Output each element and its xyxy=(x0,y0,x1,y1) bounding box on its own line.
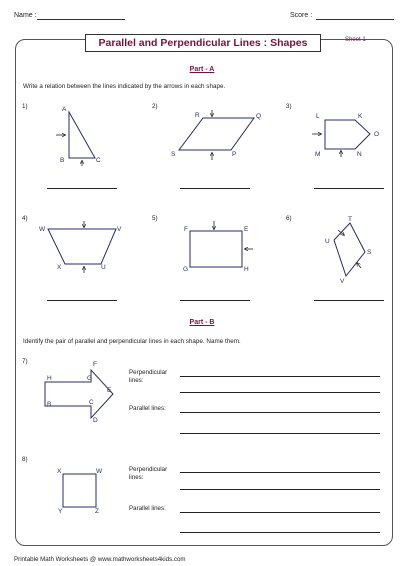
pentagon-lkomn-shape xyxy=(312,113,379,158)
vertex-label: Q xyxy=(256,113,262,120)
vertex-label: H xyxy=(47,375,52,382)
part-b-instruction: Identify the pair of parallel and perpendicular lines in each shape. Name them. xyxy=(23,338,241,345)
part-a-instruction: Write a relation between the lines indicated by the arrows in each shape. xyxy=(23,83,226,90)
parallel-line-8b[interactable] xyxy=(180,532,380,533)
answer-line-4[interactable] xyxy=(47,300,117,301)
question-7-number: 7) xyxy=(22,358,28,365)
arrow-6b xyxy=(357,263,361,268)
vertex-label: O xyxy=(374,131,380,138)
footer-credit: Printable Math Worksheets @ www.mathworksheets4kids.com xyxy=(14,556,186,563)
vertex-label: G xyxy=(183,266,189,273)
vertex-label: L xyxy=(316,113,320,120)
vertex-label: G xyxy=(87,375,93,382)
trapezoid-wvxu-shape xyxy=(39,221,122,273)
vertex-label: E xyxy=(244,226,249,233)
answer-line-2[interactable] xyxy=(180,188,250,189)
parallel-line-7a[interactable] xyxy=(180,412,380,413)
vertex-label: Y xyxy=(58,508,63,515)
question-1-number: 1) xyxy=(22,103,28,110)
question-5-number: 5) xyxy=(152,215,158,222)
vertex-label: T xyxy=(348,216,352,223)
vertex-label: V xyxy=(340,278,345,285)
question-2-number: 2) xyxy=(152,103,158,110)
answer-line-6[interactable] xyxy=(314,300,384,301)
parallel-line-8a[interactable] xyxy=(180,512,380,513)
vertex-label: U xyxy=(101,264,106,271)
vertex-label: D xyxy=(93,417,98,424)
vertex-label: X xyxy=(57,468,62,475)
parallel-line-7b[interactable] xyxy=(180,433,380,434)
vertex-label: P xyxy=(232,151,237,158)
arrow-shape-figure xyxy=(45,361,113,424)
perpendicular-line-7a[interactable] xyxy=(180,376,380,377)
vertex-label: K xyxy=(358,113,363,120)
sheet-number: Sheet 1 xyxy=(345,37,366,43)
perpendicular-line-7b[interactable] xyxy=(180,392,380,393)
triangle-abc-shape xyxy=(56,106,101,166)
question-3-number: 3) xyxy=(286,103,292,110)
question-4-number: 4) xyxy=(22,215,28,222)
vertex-label: S xyxy=(171,151,176,158)
vertex-label: C xyxy=(96,157,101,164)
parallel-label-8: Parallel lines: xyxy=(129,505,166,512)
answer-line-5[interactable] xyxy=(180,300,250,301)
vertex-label: R xyxy=(195,112,200,119)
vertex-label: A xyxy=(62,106,67,113)
vertex-label: M xyxy=(315,151,321,158)
answer-line-3[interactable] xyxy=(314,188,384,189)
part-b-heading: Part - B xyxy=(189,319,215,326)
question-8-number: 8) xyxy=(22,456,28,463)
parallel-label-7: Parallel lines: xyxy=(129,405,166,412)
square-xwyz-shape xyxy=(57,468,103,515)
vertex-label: B xyxy=(47,401,52,408)
name-label: Name : xyxy=(14,12,37,19)
vertex-label: E xyxy=(107,387,112,394)
perpendicular-label-8: Perpendicular lines: xyxy=(129,466,168,481)
answer-line-1[interactable] xyxy=(47,188,117,189)
vertex-label: V xyxy=(117,226,122,233)
parallelogram-rqsp-shape xyxy=(171,110,261,160)
vertex-label: U xyxy=(325,238,330,245)
vertex-label: W xyxy=(39,226,46,233)
score-label: Score : xyxy=(290,12,313,19)
vertex-label: W xyxy=(96,468,103,475)
question-6-number: 6) xyxy=(286,215,292,222)
vertex-label: C xyxy=(89,399,94,406)
rectangle-fegh-shape xyxy=(183,221,253,273)
vertex-label: H xyxy=(244,266,249,273)
perpendicular-label-7: Perpendicular lines: xyxy=(129,369,168,384)
worksheet-title: Parallel and Perpendicular Lines : Shapes xyxy=(85,34,321,52)
perpendicular-line-8b[interactable] xyxy=(180,489,380,490)
vertex-label: Z xyxy=(95,508,99,515)
part-a-heading: Part - A xyxy=(189,66,215,73)
perpendicular-line-8a[interactable] xyxy=(180,472,380,473)
vertex-label: S xyxy=(367,249,372,256)
vertex-label: N xyxy=(357,151,362,158)
vertex-label: X xyxy=(57,264,62,271)
vertex-label: B xyxy=(60,157,65,164)
vertex-label: F xyxy=(184,226,188,233)
quadrilateral-tusv-shape xyxy=(325,216,372,285)
vertex-label: F xyxy=(93,361,97,368)
